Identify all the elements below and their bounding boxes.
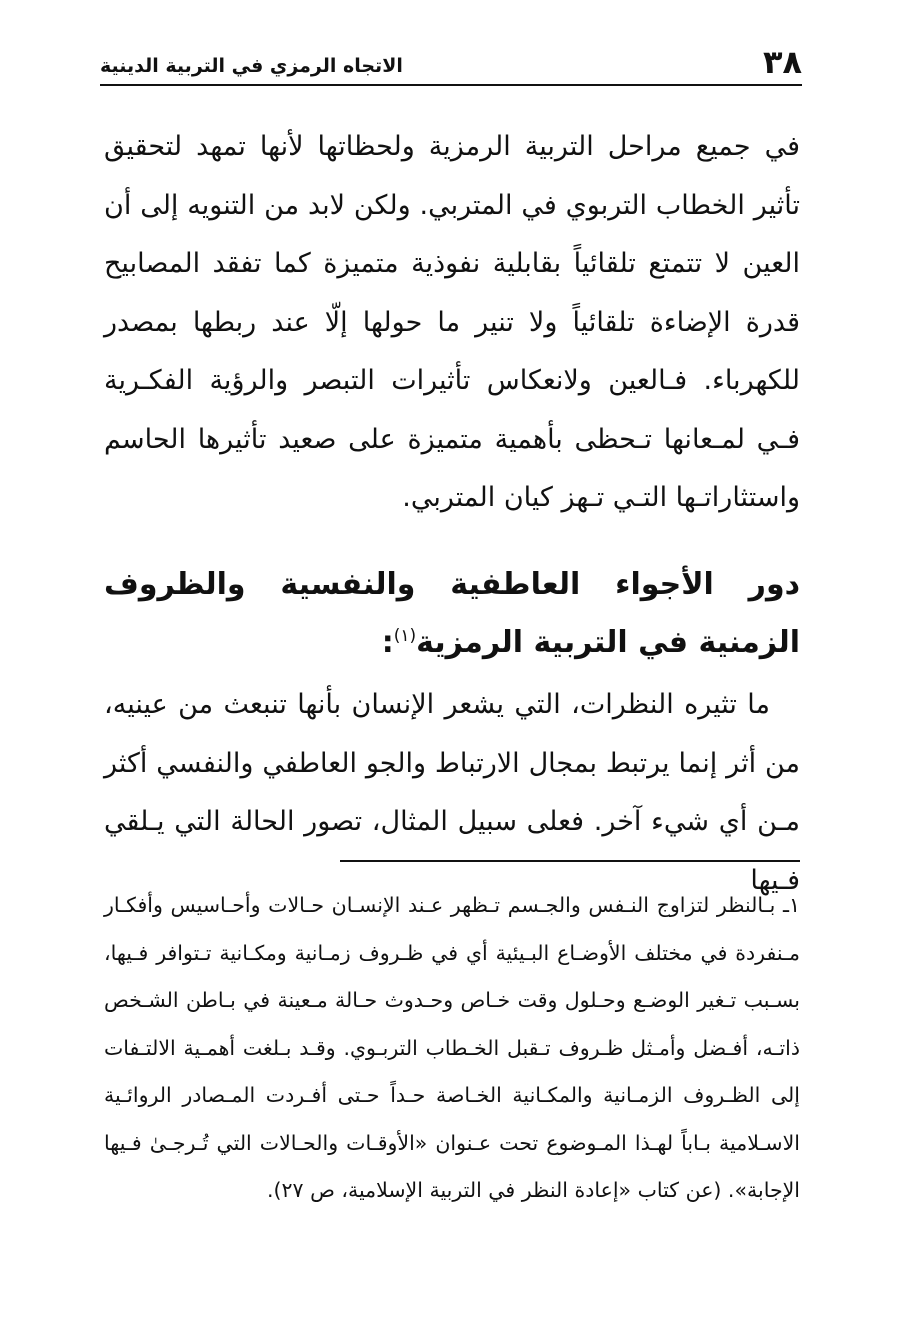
footnote-1: ١ـ بـالنظر لتزاوج النـفس والجـسم تـظهر عـند الإنسـان حـالات وأحـاسيس وأفكـار مـنفردة في مختلف الأوضـاع البـيئية أي في ظـروف زمـانية ومكـانية تـتوافر فـيها، بسـبب تـغير الوضـع وحـلول وقت خـاص وحـدوث حـالة مـعينة في بـاطن الشـخص ذاتـه، أفـضل وأمـثل ظـروف تـقبل الخـطاب التربـوي. وقـد بـلغت أهمـية الالتـفات إلى الظـروف الزمـانية والمكـانية الخـاصة حـداً حـتى أفـردت المـصادر الروائـية الاسـلامية بـاباً لهـذا المـوضوع تحت عـنوان «الأوقـات والحـالات التي تُـرجـىٰ فـيها الإجابة». (عن كتاب «إعادة النظر في التربية الإسلامية، ص ٢٧). [104, 893, 800, 1202]
running-header [100, 36, 802, 86]
section-heading-text: دور الأجواء العاطفية والنفسية والظروف الزمنية في التربية الرمزية [104, 567, 800, 660]
footnote-divider [340, 860, 800, 862]
section-heading [104, 556, 800, 672]
section-heading-colon: : [381, 625, 394, 660]
footnote-reference: (١) [393, 626, 417, 646]
page-number: ٣٨ [762, 43, 802, 81]
body-paragraph-2: ما تثيره النظرات، التي يشعر الإنسان بأنها تنبعث من عينيه، من أثر إنما يرتبط بمجال الارتباط والجو العاطفي والنفسي أكثر مـن أي شيء آخر. فعلى سبيل المثال، تصور الحالة التي يـلقي فـيها [104, 689, 800, 896]
body-paragraph-1: في جميع مراحل التربية الرمزية ولحظاتها لأنها تمهد لتحقيق تأثير الخطاب التربوي في المتربي. ولكن لابد من التنويه إلى أن العين لا تتمتع تلقائياً بقابلية نفوذية متميزة كما تفقد المصابيح قدرة الإضاءة تلقائياً ولا تنير ما حولها إلّا عند ربطها بمصدر للكهرباء. فـالعين ولانعكاس تأثيرات التبصر والرؤية الفكـرية فـي لمـعانها تـحظى بأهمية متميزة على صعيد تأثيرها الحاسم واستثاراتـها التـي تـهز كيان المتربي. [104, 131, 800, 513]
running-title: الاتجاه الرمزي في التربية الدينية [100, 55, 403, 77]
